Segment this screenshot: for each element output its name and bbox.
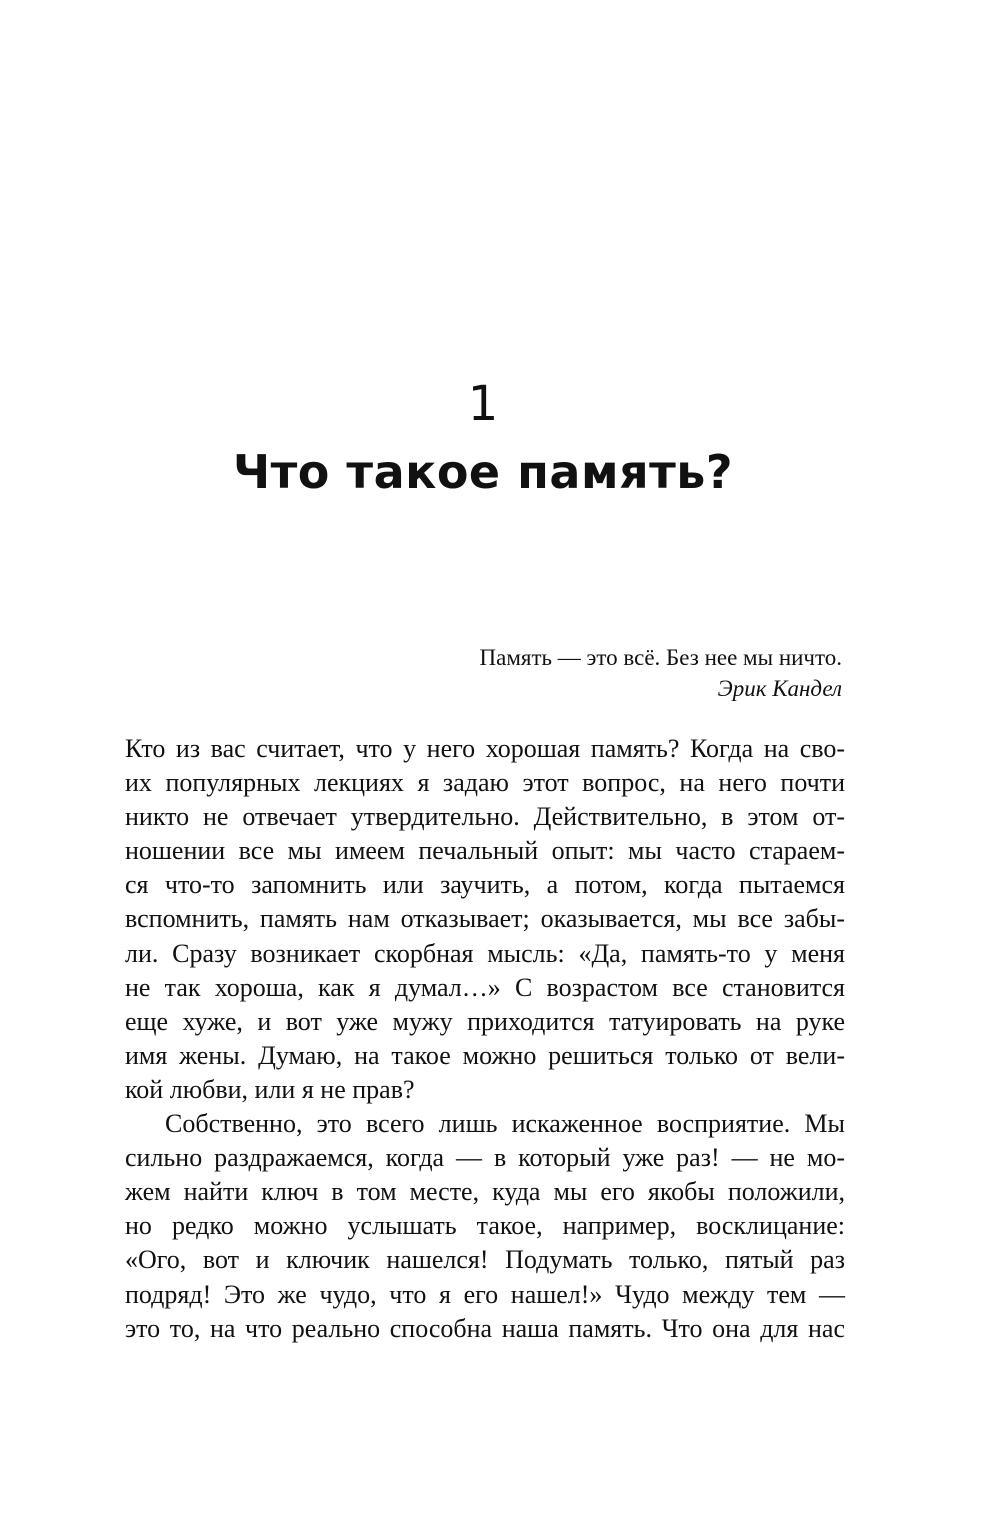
text-line: еще хуже, и вот уже мужу приходится татуировать на руке — [125, 1006, 845, 1036]
text-line: никто не отвечает утвердительно. Действительно, в этом от- — [125, 802, 845, 832]
paragraph — [125, 732, 845, 1107]
paragraph — [125, 1107, 845, 1346]
text-line: ся что-то запомнить или заучить, а потом, когда пытаемся — [125, 870, 845, 900]
text-line: Кто из вас считает, что у него хорошая память? Когда на сво- — [125, 734, 845, 763]
text-line: ношении все мы имеем печальный опыт: мы часто стараем- — [125, 836, 845, 866]
text-line: жем найти ключ в том месте, куда мы его якобы положили, — [125, 1177, 845, 1207]
chapter-title: Что такое память? — [232, 445, 734, 499]
text-line: ли. Сразу возникает скорбная мысль: «Да, память-то у меня — [125, 938, 845, 968]
text-line: это то, на что реально способна наша память. Что она для нас — [125, 1313, 845, 1343]
epigraph-author: Эрик Кандел — [717, 676, 842, 701]
text-line: их популярных лекциях я задаю этот вопрос, на него почти — [125, 768, 845, 798]
text-line: вспомнить, память нам отказывает; оказывается, мы все забы- — [125, 904, 845, 934]
chapter-number: 1 — [467, 376, 499, 432]
text-line: «Ого, вот и ключик нашелся! Подумать только, пятый раз — [125, 1245, 845, 1275]
body-text — [125, 732, 845, 1346]
text-line: не так хороша, как я думал…» С возрастом все становится — [125, 972, 845, 1002]
text-line: имя жены. Думаю, на такое можно решиться только от вели- — [125, 1040, 845, 1070]
text-line: но редко можно услышать такое, например, восклицание: — [125, 1211, 845, 1241]
epigraph — [400, 642, 842, 704]
text-line: кой любви, или я не прав? — [125, 1074, 415, 1104]
text-line: сильно раздражаемся, когда — в который уже раз! — не мо- — [125, 1143, 845, 1173]
text-line: подряд! Это же чудо, что я его нашел!» Чудо между тем — — [125, 1279, 845, 1309]
text-line: Собственно, это всего лишь искаженное восприятие. Мы — [165, 1109, 845, 1139]
epigraph-quote: Память — это всё. Без нее мы ничто. — [479, 645, 842, 670]
